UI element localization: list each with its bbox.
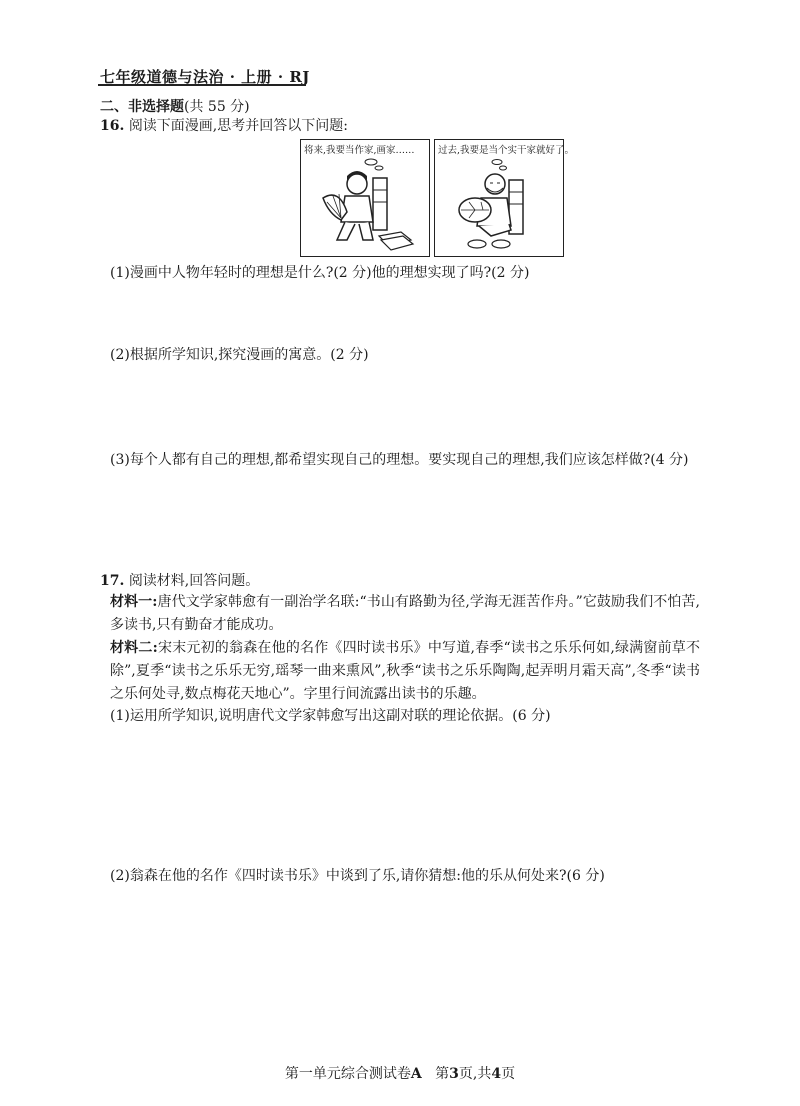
question-17-prompt bbox=[100, 570, 259, 592]
material-1 bbox=[110, 591, 700, 637]
material-2-label: 材料二: bbox=[110, 640, 158, 656]
material-2 bbox=[110, 637, 700, 706]
footer-page-num: 3 bbox=[449, 1066, 459, 1082]
question-16-number: 16. bbox=[100, 118, 125, 134]
comic-caption-young: 将来,我要当作家,画家…… bbox=[304, 145, 415, 156]
comic-panel-old bbox=[434, 139, 575, 257]
material-1-label: 材料一: bbox=[110, 594, 158, 610]
material-2-text: 宋末元初的翁森在他的名作《四时读书乐》中写道,春季“读书之乐乐何如,绿满窗前草不除”,夏季“读书之乐乐无穷,瑶琴一曲来熏风”,秋季“读书之乐乐陶陶,起弄明月霜天高”,冬季“读书之乐何处寻,数点梅花天地心”。字里行间流露出读书的乐趣。 bbox=[110, 640, 700, 702]
material-1-text: 唐代文学家韩愈有一副治学名联:“书山有路勤为径,学海无涯苦作舟。”它鼓励我们不怕苦,多读书,只有勤奋才能成功。 bbox=[110, 594, 700, 633]
header-underline bbox=[98, 84, 306, 86]
question-16-sub-2: (2)根据所学知识,探究漫画的寓意。(2 分) bbox=[110, 347, 369, 363]
footer-page-suffix: 页 bbox=[501, 1066, 516, 1082]
comic-panel-young bbox=[300, 139, 430, 257]
section-name: 二、非选择题 bbox=[100, 99, 184, 115]
comic-caption-old: 过去,我要是当个实干家就好了。 bbox=[438, 145, 575, 156]
footer-page-total: 4 bbox=[491, 1066, 502, 1082]
question-17-sub-1: (1)运用所学知识,说明唐代文学家韩愈写出这副对联的理论依据。(6 分) bbox=[110, 708, 551, 724]
footer-paper: A bbox=[410, 1066, 422, 1082]
comic-old-drawing bbox=[435, 140, 563, 256]
question-16-sub-1: (1)漫画中人物年轻时的理想是什么?(2 分)他的理想实现了吗?(2 分) bbox=[110, 265, 530, 281]
question-16-sub-3: (3)每个人都有自己的理想,都希望实现自己的理想。要实现自己的理想,我们应该怎样做?(4 分) bbox=[110, 452, 689, 468]
page-footer bbox=[0, 1063, 800, 1083]
footer-page-prefix: 第 bbox=[435, 1066, 450, 1082]
question-16-prompt bbox=[100, 115, 348, 137]
comic-young-drawing bbox=[301, 140, 429, 256]
question-16-text: 阅读下面漫画,思考并回答以下问题: bbox=[128, 118, 348, 134]
question-17-text: 阅读材料,回答问题。 bbox=[128, 573, 260, 589]
footer-unit: 第一单元综合测试卷 bbox=[284, 1066, 411, 1082]
question-17-number: 17. bbox=[100, 573, 125, 589]
page-header-title: 七年级道德与法治 · 上册 · RJ bbox=[100, 68, 310, 86]
question-17-sub-2: (2)翁森在他的名作《四时读书乐》中谈到了乐,请你猜想:他的乐从何处来?(6 分) bbox=[110, 868, 605, 884]
footer-page-mid: 页,共 bbox=[458, 1066, 492, 1082]
section-points: (共 55 分) bbox=[184, 99, 250, 115]
section-title bbox=[100, 96, 250, 116]
